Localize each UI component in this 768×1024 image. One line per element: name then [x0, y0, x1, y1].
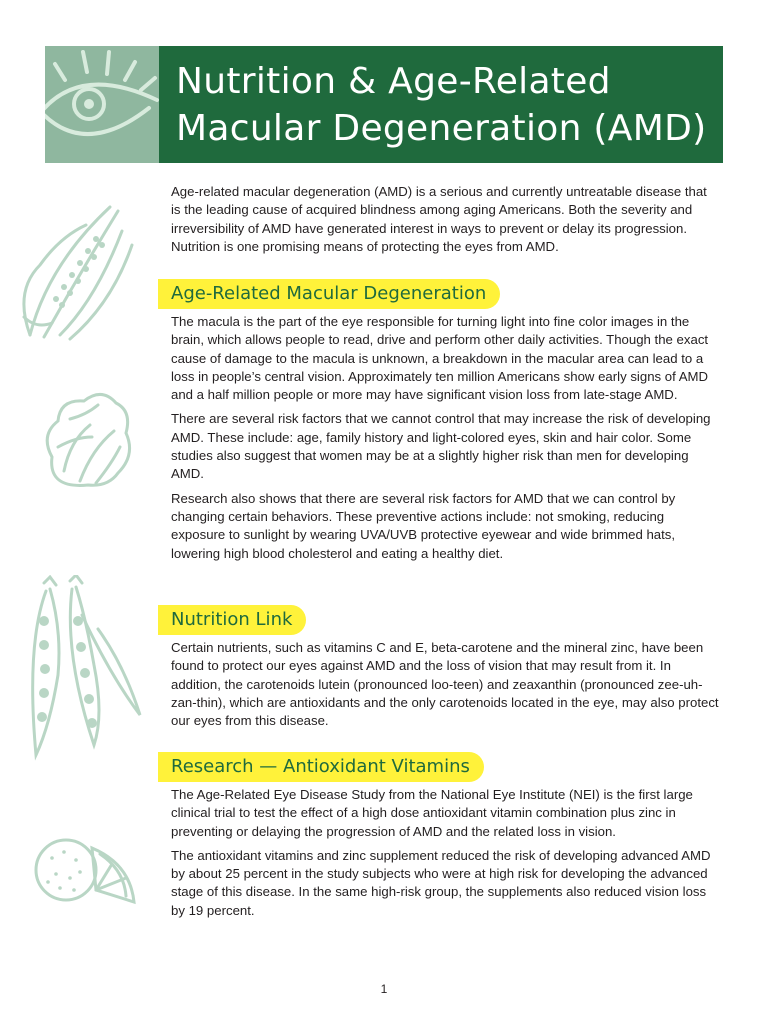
banner-icon-panel	[45, 46, 159, 163]
page-number: 1	[380, 982, 388, 996]
lettuce-illustration	[0, 385, 160, 495]
title-line-2: Macular Degeneration (AMD)	[176, 108, 707, 149]
section-paragraph: There are several risk factors that we cannot control that may increase the risk of developing AMD. These include: age, family history and light-colored eyes, skin and hair color. Some studies also suggest that women may be at a slightly higher risk than men for developing AMD.	[171, 411, 711, 482]
section-paragraph: Research also shows that there are several risk factors for AMD that we can control by changing certain behaviors. These preventive actions include: not smoking, reducing exposure to sunlight by wearing UVA/UVB protective eyewear and wide brimmed hats, lowering high blood cholesterol and eating a healthy diet.	[171, 490, 676, 561]
section-amd-body	[171, 313, 719, 563]
section-paragraph: The antioxidant vitamins and zinc supplement reduced the risk of developing advanced AMD by about 25 percent in the study subjects who were at high risk for developing the advanced stage of this disease. In the same high-risk group, the supplements also reduced vision loss by 19 percent.	[171, 847, 711, 918]
section-research-body	[171, 786, 719, 920]
section-paragraph: The macula is the part of the eye responsible for turning light into fine color images in the brain, which allows people to read, drive and perform other daily activities. Though the exact cause of damage to the macula is unknown, a breakdown in the macular area can lead to a loss in people’s central vision. Approximately ten million Americans show early signs of AMD and a half million people or more may have significant vision loss from late-stage AMD.	[171, 314, 709, 403]
section-heading-nutrition-link: Nutrition Link	[158, 605, 306, 635]
title-line-1: Nutrition & Age-Related	[176, 61, 611, 102]
eye-icon	[45, 46, 159, 163]
section-nutrition-link-body	[171, 639, 719, 730]
section-paragraph: Certain nutrients, such as vitamins C and E, beta-carotene and the mineral zinc, have been found to protect our eyes against AMD and the loss of vision that may result from it. In addition, the carotenoids lutein (pronounced loo-teen) and zeaxanthin (pronounced zee-uh-zan-thin), which are antioxidants and the only carotenoids located in the eye, may also protect our eyes from this disease.	[171, 640, 719, 729]
corn-illustration	[0, 195, 160, 345]
section-heading-amd: Age-Related Macular Degeneration	[158, 279, 500, 309]
page-title	[176, 58, 716, 152]
section-heading-research: Research — Antioxidant Vitamins	[158, 752, 484, 782]
pea-pods-illustration	[0, 575, 160, 770]
intro-block	[171, 183, 719, 256]
citrus-illustration	[0, 830, 160, 915]
intro-paragraph: Age-related macular degeneration (AMD) is a serious and currently untreatable disease that is the leading cause of acquired blindness among aging Americans. Both the severity and irreversibility of AMD have generated interest in ways to prevent or delay its progression. Nutrition is one promising means of protecting the eyes from AMD.	[171, 184, 707, 254]
section-paragraph: The Age-Related Eye Disease Study from the National Eye Institute (NEI) is the first large clinical trial to test the effect of a high dose antioxidant vitamin combination plus zinc in preventing or delaying the progression of AMD and the related loss in vision.	[171, 787, 693, 839]
